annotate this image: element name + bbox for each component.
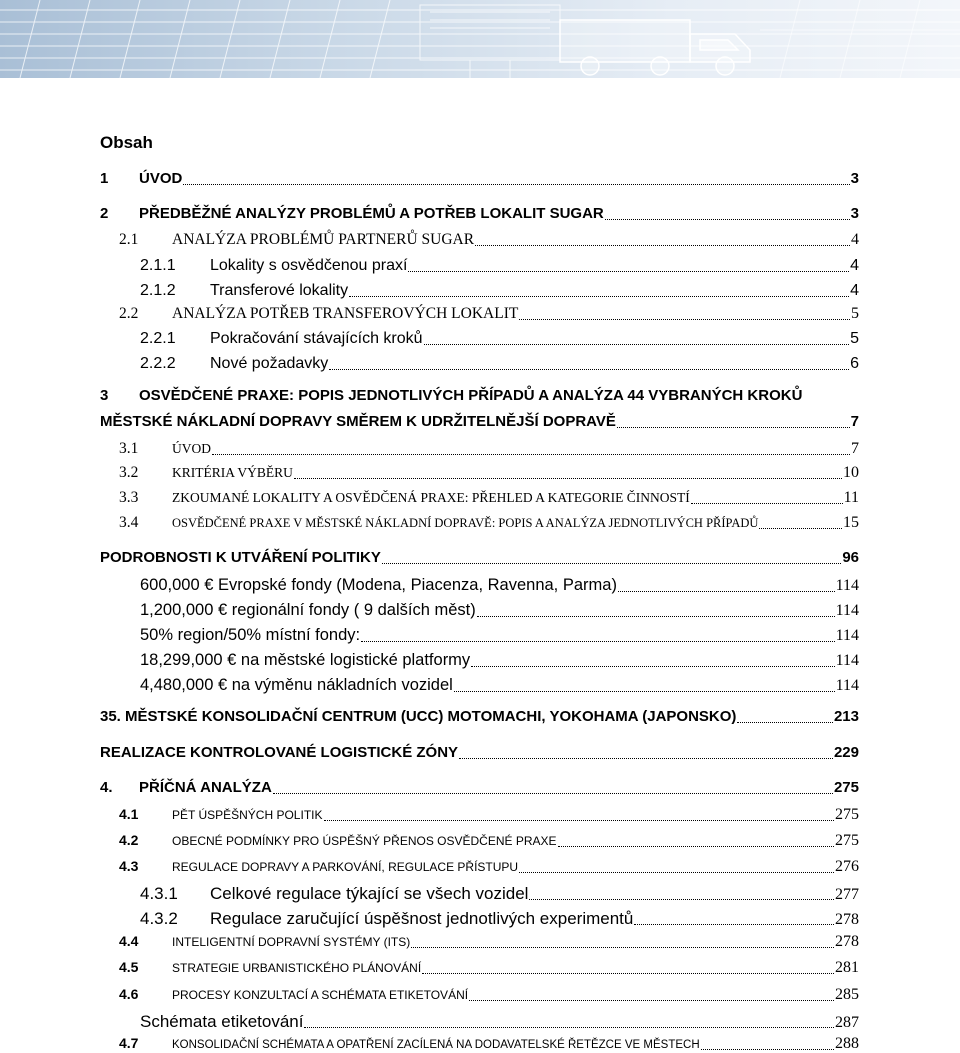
toc-entry[interactable] — [100, 387, 859, 404]
toc-entry-page: 275 — [833, 779, 859, 796]
toc-entry-label: Transferové lokality — [210, 282, 349, 299]
toc-entry-label: 1,200,000 € regionální fondy ( 9 dalších měst) — [140, 601, 476, 619]
toc-entry-page: 275 — [835, 806, 859, 823]
toc-entry-page: 5 — [850, 330, 859, 347]
toc-entry-page: 5 — [851, 305, 859, 322]
toc-entry-page: 213 — [833, 708, 859, 725]
toc-entry[interactable] — [140, 576, 859, 595]
toc-entry[interactable] — [100, 549, 859, 566]
toc-leader-dots — [469, 986, 834, 1001]
toc-entry-number: 3.4 — [119, 514, 139, 531]
toc-entry-page: 281 — [835, 959, 859, 976]
toc-leader-dots — [519, 858, 834, 873]
toc-entry[interactable] — [140, 355, 859, 373]
toc-leader-dots — [737, 708, 833, 723]
toc-entry[interactable] — [140, 651, 859, 670]
toc-leader-dots — [273, 779, 833, 794]
toc-entry-label: PĚT ÚSPĚŠNÝCH POLITIK — [172, 808, 323, 822]
toc-entry-page: 287 — [835, 1014, 859, 1031]
toc-entry[interactable] — [140, 282, 859, 300]
toc-entry-label: Nové požadavky — [210, 355, 329, 372]
toc-entry-page: 278 — [835, 933, 859, 950]
toc-leader-dots — [361, 626, 834, 642]
toc-leader-dots — [454, 676, 835, 692]
toc-entry[interactable] — [119, 806, 859, 824]
toc-entry-page: 276 — [835, 858, 859, 875]
toc-entry-label: STRATEGIE URBANISTICKÉHO PLÁNOVÁNÍ — [172, 961, 422, 975]
toc-entry[interactable] — [100, 744, 859, 761]
toc-entry[interactable] — [140, 601, 859, 620]
toc-entry-label: 4,480,000 € na výměnu nákladních vozidel — [140, 676, 453, 694]
toc-entry-number: 4.7 — [119, 1035, 139, 1051]
toc-entry[interactable] — [140, 1012, 859, 1032]
toc-entry[interactable] — [119, 933, 859, 951]
toc-entry-page: 6 — [850, 355, 859, 372]
toc-entry-page: 114 — [835, 577, 859, 594]
toc-entry[interactable] — [100, 205, 859, 222]
toc-leader-dots — [605, 205, 850, 220]
toc-entry[interactable] — [119, 305, 859, 323]
toc-entry-number: 2.1 — [119, 231, 139, 248]
toc-entry-number: 2.1.2 — [140, 282, 176, 299]
toc-leader-dots — [529, 884, 834, 900]
toc-entry-number: 4.6 — [119, 986, 139, 1002]
toc-entry-label-line2: MĚSTSKÉ NÁKLADNÍ DOPRAVY SMĚREM K UDRŽITELNĚJŠÍ DOPRAVĚ — [100, 413, 616, 430]
toc-entry-label: 50% region/50% místní fondy: — [140, 626, 361, 644]
toc-leader-dots — [329, 355, 849, 370]
toc-entry-label: OSVĚDČENÉ PRAXE V MĚSTSKÉ NÁKLADNÍ DOPRAVĚ: POPIS A ANALÝZA JEDNOTLIVÝCH PŘÍPADŮ — [172, 516, 759, 530]
toc-entry-label: Pokračování stávajících kroků — [210, 330, 423, 347]
toc-entry[interactable] — [100, 779, 859, 796]
toc-entry-number: 4.3.1 — [140, 884, 178, 903]
toc-leader-dots — [422, 959, 834, 974]
toc-entry[interactable] — [119, 464, 859, 482]
toc-entry[interactable] — [119, 231, 859, 249]
toc-entry-label: 35. MĚSTSKÉ KONSOLIDAČNÍ CENTRUM (UCC) MOTOMACHI, YOKOHAMA (JAPONSKO) — [100, 708, 737, 725]
toc-entry-label: INTELIGENTNÍ DOPRAVNÍ SYSTÉMY (ITS) — [172, 935, 411, 949]
toc-entry-page: 114 — [835, 652, 859, 669]
toc-leader-dots — [759, 514, 842, 529]
toc-entry-number: 4.4 — [119, 933, 139, 949]
toc-entry-label: OBECNÉ PODMÍNKY PRO ÚSPĚŠNÝ PŘENOS OSVĚDČENÉ PRAXE — [172, 834, 557, 848]
toc-entry-label: Schémata etiketování — [140, 1012, 304, 1031]
toc-entry-page: 114 — [835, 602, 859, 619]
toc-entry-label: PROCESY KONZULTACÍ A SCHÉMATA ETIKETOVÁNÍ — [172, 988, 469, 1002]
toc-entry-page: 4 — [851, 231, 859, 248]
toc-leader-dots — [411, 933, 834, 948]
toc-leader-dots — [304, 1012, 834, 1028]
toc-entry-label: KRITÉRIA VÝBĚRU — [172, 465, 293, 480]
toc-entry-number: 2 — [100, 205, 109, 222]
toc-entry-page: 4 — [850, 282, 859, 299]
toc-entry-label: PODROBNOSTI K UTVÁŘENÍ POLITIKY — [100, 549, 381, 566]
toc-entry-number: 4.1 — [119, 806, 139, 822]
toc-entry[interactable] — [119, 959, 859, 977]
toc-entry-page: 15 — [843, 514, 859, 531]
toc-entry-number: 3.1 — [119, 440, 139, 457]
toc-entry[interactable] — [140, 626, 859, 645]
toc-entry-label: OSVĚDČENÉ PRAXE: POPIS JEDNOTLIVÝCH PŘÍPADŮ A ANALÝZA 44 VYBRANÝCH KROKŮ — [139, 387, 803, 404]
toc-entry-number: 3 — [100, 387, 109, 404]
toc-entry-label: ZKOUMANÉ LOKALITY A OSVĚDČENÁ PRAXE: PŘEHLED A KATEGORIE ČINNOSTÍ — [172, 490, 690, 505]
toc-entry-page: 3 — [850, 170, 859, 187]
toc-leader-dots — [691, 489, 843, 504]
toc-entry-page: 288 — [835, 1035, 859, 1052]
toc-entry-number: 4.5 — [119, 959, 139, 975]
toc-leader-dots — [618, 576, 835, 592]
toc-entry-page: 114 — [835, 677, 859, 694]
toc-entry-page: 4 — [850, 257, 859, 274]
toc-entry-page: 277 — [835, 886, 859, 903]
toc-entry-number: 3.2 — [119, 464, 139, 481]
toc-entry-number: 4.3.2 — [140, 909, 178, 928]
toc-leader-dots — [558, 832, 834, 847]
toc-entry-label: ANALÝZA PROBLÉMŮ PARTNERŮ SUGAR — [172, 231, 475, 248]
truck-banner-graphic — [0, 0, 960, 78]
toc-leader-dots — [475, 231, 850, 246]
toc-entry-page: 285 — [835, 986, 859, 1003]
toc-entry-number: 4. — [100, 779, 113, 796]
toc-entry-number: 4.2 — [119, 832, 139, 848]
toc-entry[interactable] — [119, 1035, 859, 1053]
toc-entry-continuation[interactable] — [100, 413, 859, 430]
toc-entry[interactable] — [140, 257, 859, 275]
toc-leader-dots — [471, 651, 834, 667]
toc-entry-page: 10 — [843, 464, 859, 481]
toc-entry-label: ÚVOD — [172, 441, 211, 456]
toc-entry[interactable] — [119, 440, 859, 458]
toc-entry-number: 2.2.1 — [140, 330, 176, 347]
toc-entry-page: 3 — [850, 205, 859, 222]
toc-entry[interactable] — [140, 330, 859, 348]
toc-leader-dots — [324, 806, 835, 821]
toc-entry-number: 4.3 — [119, 858, 139, 874]
toc-entry[interactable] — [100, 708, 859, 725]
toc-entry-number: 2.2.2 — [140, 355, 176, 372]
toc-leader-dots — [424, 330, 850, 345]
toc-entry-label: 600,000 € Evropské fondy (Modena, Piacenza, Ravenna, Parma) — [140, 576, 617, 594]
toc-entry-number: 2.1.1 — [140, 257, 176, 274]
toc-leader-dots — [349, 282, 849, 297]
toc-entry-number: 3.3 — [119, 489, 139, 506]
toc-leader-dots — [212, 440, 850, 455]
header-banner — [0, 0, 960, 78]
toc-entry-label: Celkové regulace týkající se všech vozidel — [210, 884, 529, 903]
toc-entry-label: Lokality s osvědčenou praxí — [210, 257, 408, 274]
toc-entry-page: 7 — [850, 413, 859, 430]
toc-entry-label: ANALÝZA POTŘEB TRANSFEROVÝCH LOKALIT — [172, 305, 519, 322]
toc-entry[interactable] — [140, 909, 859, 929]
toc-entry-label: PŘEDBĚŽNÉ ANALÝZY PROBLÉMŮ A POTŘEB LOKALIT SUGAR — [139, 205, 604, 222]
toc-leader-dots — [459, 744, 833, 759]
toc-entry-page: 229 — [833, 744, 859, 761]
toc-entry-page: 278 — [835, 911, 859, 928]
toc-entry-page: 275 — [835, 832, 859, 849]
toc-entry-number: 1 — [100, 170, 109, 187]
toc-leader-dots — [634, 909, 834, 925]
toc-entry[interactable] — [119, 489, 859, 507]
toc-entry-label: REGULACE DOPRAVY A PARKOVÁNÍ, REGULACE PŘÍSTUPU — [172, 860, 519, 874]
toc-leader-dots — [408, 257, 849, 272]
toc-entry-number: 2.2 — [119, 305, 139, 322]
toc-entry-page: 114 — [835, 627, 859, 644]
toc-leader-dots — [477, 601, 835, 617]
toc-leader-dots — [183, 170, 849, 185]
toc-entry-label: PŘÍČNÁ ANALÝZA — [139, 779, 272, 796]
toc-entry[interactable] — [119, 514, 859, 532]
toc-entry-page: 11 — [843, 489, 859, 506]
toc-title: Obsah — [100, 133, 153, 152]
toc-leader-dots — [617, 413, 850, 428]
toc-entry[interactable] — [140, 884, 859, 904]
toc-leader-dots — [519, 305, 850, 320]
toc-entry-page: 7 — [851, 440, 859, 457]
toc-leader-dots — [701, 1035, 834, 1050]
toc-leader-dots — [382, 549, 841, 564]
toc-entry-label: REALIZACE KONTROLOVANÉ LOGISTICKÉ ZÓNY — [100, 744, 459, 761]
toc-leader-dots — [294, 464, 842, 479]
toc-entry-page: 96 — [842, 549, 859, 566]
toc-entry[interactable] — [119, 832, 859, 850]
toc-entry-label: ÚVOD — [139, 170, 183, 187]
toc-entry-label: Regulace zaručující úspěšnost jednotlivých experimentů — [210, 909, 634, 928]
toc-entry-label: 18,299,000 € na městské logistické platformy — [140, 651, 471, 669]
toc-entry[interactable] — [119, 986, 859, 1004]
toc-entry[interactable] — [140, 676, 859, 695]
toc-entry-label: KONSOLIDAČNÍ SCHÉMATA A OPATŘENÍ ZACÍLENÁ NA DODAVATELSKÉ ŘETĚZCE VE MĚSTECH — [172, 1039, 700, 1051]
toc-entry[interactable] — [100, 170, 859, 187]
toc-entry[interactable] — [119, 858, 859, 876]
